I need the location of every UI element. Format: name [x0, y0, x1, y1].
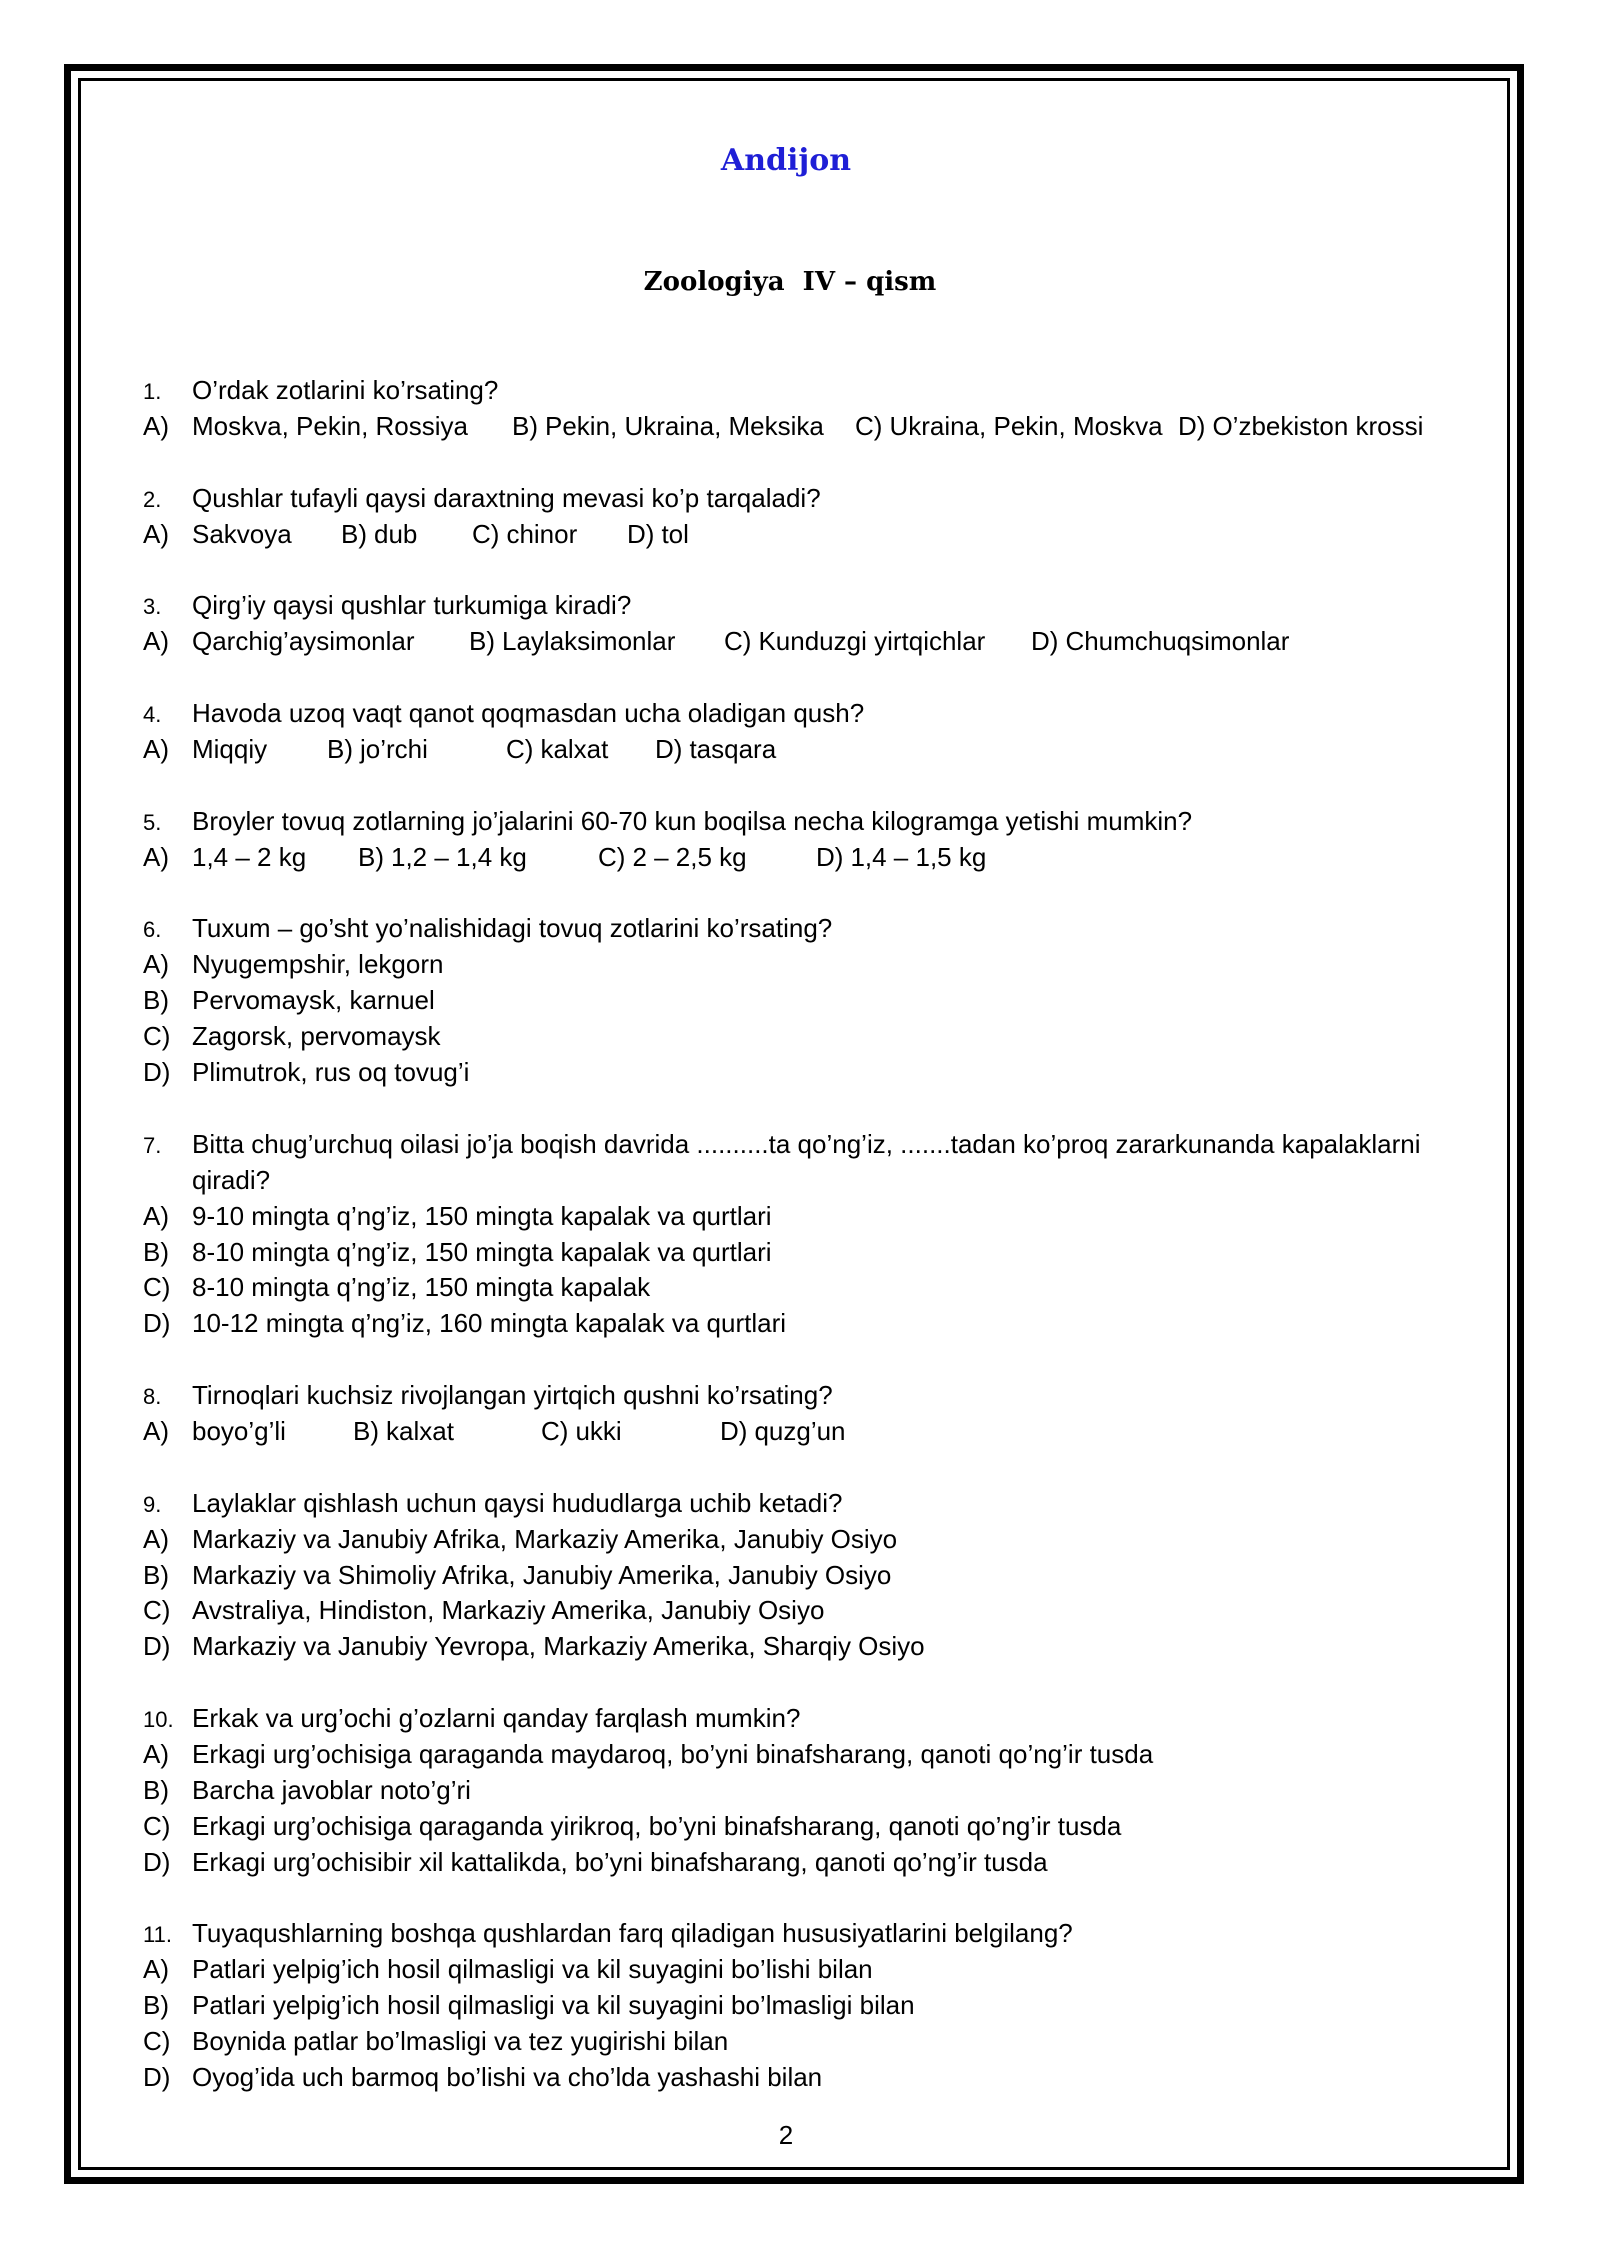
option-letter: D) — [1031, 626, 1059, 657]
page-title: Andijon — [720, 143, 852, 178]
option-text: Nyugempshir, lekgorn — [192, 949, 444, 980]
question-line — [0, 588, 1482, 624]
option-letter: C) — [143, 1595, 171, 1626]
option-text: Oyog’ida uch barmoq bo’lishi va cho’lda yashashi bilan — [192, 2062, 823, 2093]
question-number: 7. — [143, 1132, 162, 1158]
option-c — [598, 840, 747, 876]
option-d — [720, 1414, 846, 1450]
option-letter: B) — [143, 1990, 169, 2021]
option-text: 9-10 mingta q’ng’iz, 150 mingta kapalak va qurtlari — [192, 1200, 772, 1231]
option-text: boyo’g’li — [192, 1415, 286, 1446]
option-letter: C) — [472, 518, 500, 549]
option-a — [0, 1737, 1482, 1773]
option-d — [1031, 624, 1289, 660]
option-b — [0, 1988, 1482, 2024]
option-c — [0, 2024, 1482, 2060]
question-text: Bitta chug’urchuq oilasi jo’ja boqish davrida ..........ta qo’ng’iz, .......tadan ko’proq zararkunanda kapalaklarni qiradi? — [192, 1128, 1421, 1195]
option-d — [0, 1845, 1482, 1881]
option-letter: D) — [143, 1308, 171, 1339]
option-text: Avstraliya, Hindiston, Markaziy Amerika, Janubiy Osiyo — [192, 1595, 825, 1626]
question-item — [0, 588, 1482, 660]
option-a — [143, 732, 267, 768]
option-a — [0, 1522, 1482, 1558]
option-c — [472, 517, 577, 553]
option-text: dub — [374, 518, 418, 549]
option-letter: D) — [720, 1415, 748, 1446]
option-b — [327, 732, 428, 768]
question-text: Havoda uzoq vaqt qanot qoqmasdan ucha oladigan qush? — [192, 698, 865, 729]
question-number: 4. — [143, 702, 162, 728]
question-number: 5. — [143, 809, 162, 835]
question-number: 2. — [143, 486, 162, 512]
question-line — [0, 1127, 1482, 1199]
option-d — [0, 1306, 1482, 1342]
question-number: 3. — [143, 594, 162, 620]
option-text: chinor — [506, 518, 578, 549]
options-row — [0, 624, 1482, 660]
option-text: Laylaksimonlar — [502, 626, 676, 657]
option-letter: B) — [143, 1774, 169, 1805]
question-line — [0, 1378, 1482, 1414]
option-text: Patlari yelpig’ich hosil qilmasligi va kil suyagini bo’lishi bilan — [192, 1954, 873, 1985]
question-text: Erkak va urg’ochi g’ozlarni qanday farqlash mumkin? — [192, 1703, 801, 1734]
options-row — [0, 517, 1482, 553]
question-line — [0, 373, 1482, 409]
option-letter: B) — [469, 626, 495, 657]
option-letter: C) — [855, 410, 883, 441]
option-letter: A) — [143, 626, 169, 657]
option-letter: D) — [143, 1057, 171, 1088]
question-item — [0, 373, 1482, 445]
option-text: Plimutrok, rus oq tovug’i — [192, 1057, 470, 1088]
option-letter: C) — [598, 841, 626, 872]
question-item — [0, 1486, 1482, 1665]
question-text: Tuyaqushlarning boshqa qushlardan farq qiladigan hususiyatlarini belgilang? — [192, 1918, 1073, 1949]
option-text: 1,4 – 2 kg — [192, 841, 307, 872]
option-a — [143, 517, 292, 553]
option-text: ukki — [575, 1415, 622, 1446]
option-letter: B) — [143, 1559, 169, 1590]
option-letter: A) — [143, 1523, 169, 1554]
question-number: 1. — [143, 379, 162, 404]
option-text: tasqara — [689, 733, 777, 764]
option-text: 10-12 mingta q’ng’iz, 160 mingta kapalak va qurtlari — [192, 1308, 787, 1339]
option-letter: B) — [353, 1415, 379, 1446]
option-b — [358, 840, 527, 876]
option-b — [353, 1414, 454, 1450]
question-item — [0, 696, 1482, 768]
option-b — [512, 409, 824, 445]
question-number: 9. — [143, 1491, 162, 1517]
option-text: Zagorsk, pervomaysk — [192, 1021, 441, 1052]
option-letter: C) — [143, 2026, 171, 2057]
option-b — [0, 1773, 1482, 1809]
question-number: 10. — [143, 1707, 174, 1733]
option-letter: D) — [143, 1631, 171, 1662]
question-item — [0, 1916, 1482, 2095]
page-subtitle: Zoologiya IV – qism — [643, 267, 937, 297]
option-letter: A) — [143, 1415, 169, 1446]
question-item — [0, 1378, 1482, 1450]
question-item — [0, 804, 1482, 876]
option-c — [0, 1809, 1482, 1845]
question-text: Qushlar tufayli qaysi daraxtning mevasi ko’p tarqaladi? — [192, 482, 821, 513]
option-text: Boynida patlar bo’lmasligi va tez yugirishi bilan — [192, 2026, 729, 2057]
option-letter: A) — [143, 518, 169, 549]
option-text: Ukraina, Pekin, Moskva — [889, 410, 1163, 441]
option-d — [627, 517, 689, 553]
option-letter: A) — [143, 1200, 169, 1231]
question-item — [0, 1127, 1482, 1342]
option-b — [341, 517, 417, 553]
option-text: Miqqiy — [192, 733, 268, 764]
question-text: Qirg’iy qaysi qushlar turkumiga kiradi? — [192, 590, 632, 621]
option-letter: D) — [655, 733, 683, 764]
option-text: Barcha javoblar noto’g’ri — [192, 1774, 471, 1805]
option-d — [0, 2060, 1482, 2096]
option-text: kalxat — [386, 1415, 454, 1446]
option-letter: C) — [541, 1415, 569, 1446]
question-text: Tirnoqlari kuchsiz rivojlangan yirtqich qushni ko’rsating? — [192, 1380, 833, 1411]
option-text: jo’rchi — [360, 733, 428, 764]
option-letter: C) — [143, 1272, 171, 1303]
option-letter: C) — [724, 626, 752, 657]
option-letter: A) — [143, 733, 169, 764]
option-letter: B) — [143, 1236, 169, 1267]
option-text: Kunduzgi yirtqichlar — [758, 626, 986, 657]
option-a — [0, 947, 1482, 983]
page-number: 2 — [778, 2120, 794, 2150]
option-text: quzg’un — [754, 1415, 846, 1446]
option-text: Erkagi urg’ochisiga qaraganda maydaroq, bo’yni binafsharang, qanoti qo’ng’ir tusda — [192, 1739, 1154, 1770]
question-number: 8. — [143, 1384, 162, 1410]
option-letter: B) — [512, 410, 538, 441]
option-a — [143, 409, 468, 445]
option-text: Qarchig’aysimonlar — [192, 626, 415, 657]
question-text: Tuxum – go’sht yo’nalishidagi tovuq zotlarini ko’rsating? — [192, 913, 833, 944]
options-row — [0, 840, 1482, 876]
question-text: Laylaklar qishlash uchun qaysi hududlarga uchib ketadi? — [192, 1487, 843, 1518]
option-letter: D) — [143, 1846, 171, 1877]
option-letter: C) — [143, 1810, 171, 1841]
option-c — [724, 624, 985, 660]
option-b — [469, 624, 675, 660]
option-c — [855, 409, 1163, 445]
option-a — [0, 1199, 1482, 1235]
option-a — [0, 1952, 1482, 1988]
option-letter: D) — [627, 518, 655, 549]
option-text: kalxat — [540, 733, 609, 764]
question-text: O’rdak zotlarini ko’rsating? — [192, 375, 499, 405]
option-b — [0, 983, 1482, 1019]
option-letter: A) — [143, 949, 169, 980]
question-line — [0, 1486, 1482, 1522]
option-text: 2 – 2,5 kg — [632, 841, 747, 872]
option-d — [655, 732, 776, 768]
option-text: 8-10 mingta q’ng’iz, 150 mingta kapalak va qurtlari — [192, 1236, 772, 1267]
options-row — [0, 732, 1482, 768]
option-c — [0, 1593, 1482, 1629]
option-letter: C) — [506, 733, 534, 764]
option-letter: B) — [358, 841, 384, 872]
option-letter: A) — [143, 841, 169, 872]
question-item — [0, 481, 1482, 553]
option-text: Patlari yelpig’ich hosil qilmasligi va kil suyagini bo’lmasligi bilan — [192, 1990, 915, 2021]
option-text: Markaziy va Shimoliy Afrika, Janubiy Amerika, Janubiy Osiyo — [192, 1559, 892, 1590]
question-line — [0, 1701, 1482, 1737]
option-text: Moskva, Pekin, Rossiya — [192, 410, 468, 441]
option-letter: C) — [143, 1021, 171, 1052]
option-c — [0, 1019, 1482, 1055]
option-text: 1,2 – 1,4 kg — [391, 841, 527, 872]
option-text: Pekin, Ukraina, Meksika — [545, 410, 824, 441]
option-a — [143, 624, 415, 660]
question-number: 6. — [143, 917, 162, 943]
option-c — [0, 1270, 1482, 1306]
option-d — [816, 840, 986, 876]
option-letter: B) — [143, 985, 169, 1016]
question-number: 11. — [143, 1922, 172, 1948]
options-row — [0, 1414, 1482, 1450]
option-d — [1178, 409, 1423, 445]
option-text: 8-10 mingta q’ng’iz, 150 mingta kapalak — [192, 1272, 651, 1303]
option-text: Chumchuqsimonlar — [1065, 626, 1290, 657]
question-text: Broyler tovuq zotlarning jo’jalarini 60-70 kun boqilsa necha kilogramga yetishi mumkin? — [192, 805, 1193, 836]
option-c — [506, 732, 608, 768]
question-line — [0, 911, 1482, 947]
options-row — [0, 409, 1482, 445]
option-a — [143, 1414, 286, 1450]
option-text: Pervomaysk, karnuel — [192, 985, 435, 1016]
option-letter: D) — [143, 2062, 171, 2093]
question-line — [0, 481, 1482, 517]
option-letter: B) — [341, 518, 367, 549]
option-letter: A) — [143, 1954, 169, 1985]
option-letter: B) — [327, 733, 353, 764]
option-text: 1,4 – 1,5 kg — [850, 841, 987, 872]
option-d — [0, 1629, 1482, 1665]
option-d — [0, 1055, 1482, 1091]
question-line — [0, 804, 1482, 840]
option-text: Markaziy va Janubiy Yevropa, Markaziy Amerika, Sharqiy Osiyo — [192, 1631, 925, 1662]
option-text: Sakvoya — [192, 518, 292, 549]
option-letter: D) — [1178, 410, 1206, 441]
option-text: tol — [661, 518, 689, 549]
question-line — [0, 1916, 1482, 1952]
option-letter: A) — [143, 410, 169, 441]
question-item — [0, 911, 1482, 1090]
question-line — [0, 696, 1482, 732]
question-item — [0, 1701, 1482, 1880]
option-text: Erkagi urg’ochisiga qaraganda yirikroq, bo’yni binafsharang, qanoti qo’ng’ir tusda — [192, 1810, 1122, 1841]
option-text: O’zbekiston krossi — [1212, 410, 1424, 441]
option-a — [143, 840, 306, 876]
option-text: Markaziy va Janubiy Afrika, Markaziy Amerika, Janubiy Osiyo — [192, 1523, 898, 1554]
option-b — [0, 1235, 1482, 1271]
option-text: Erkagi urg’ochisibir xil kattalikda, bo’yni binafsharang, qanoti qo’ng’ir tusda — [192, 1846, 1048, 1877]
option-c — [541, 1414, 622, 1450]
option-letter: D) — [816, 841, 844, 872]
option-b — [0, 1558, 1482, 1594]
option-letter: A) — [143, 1739, 169, 1770]
question-list — [0, 373, 1482, 2132]
